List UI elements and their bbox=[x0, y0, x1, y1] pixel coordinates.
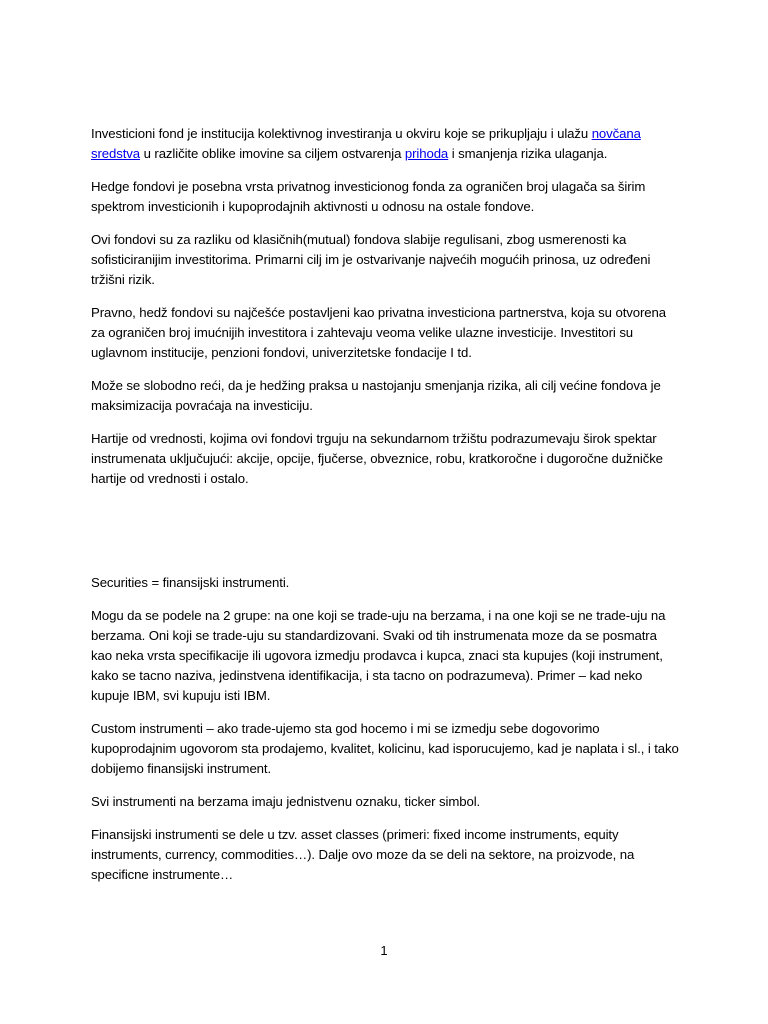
page-number: 1 bbox=[380, 943, 388, 958]
paragraph-hedge-funds-legal: Pravno, hedž fondovi su najčešće postavljeni kao privatna investiciona partnerstva, koja su otvorena za ograničen broj imućnijih investitora i zahtevaju veoma velike ulazne investicije. Investitori su uglavnom institucije, penzioni fondovi, univerzitetske fondacije I td. bbox=[91, 305, 666, 360]
paragraph-asset-classes: Finansijski instrumenti se dele u tzv. asset classes (primeri: fixed income instruments, equity instruments, currency, commodities…). Dalje ovo moze da se deli na sektore, na proizvode, na specificne instrumente… bbox=[91, 827, 635, 882]
paragraph-ticker-symbol: Svi instrumenti na berzama imaju jednistvenu oznaku, ticker simbol. bbox=[91, 794, 481, 809]
link-novcana-sredstva[interactable]: novčana sredstva bbox=[91, 126, 641, 161]
paragraph-text: i smanjenja rizika ulaganja. bbox=[448, 146, 608, 161]
paragraph-securities-traded: Hartije od vrednosti, kojima ovi fondovi trguju na sekundarnom tržištu podrazumevaju širok spektar instrumenata uključujući: akcije, opcije, fjučerse, obveznice, robu, kratkoročne i dugoročne dužničke hartije od vrednosti i ostalo. bbox=[91, 431, 663, 486]
paragraph-instrument-groups: Mogu da se podele na 2 grupe: na one koji se trade-uju na berzama, i na one koji se ne trade-uju na berzama. Oni koji se trade-uju su standardizovani. Svaki od tih instrumenata moze da se posmatra kao neka vrsta specifikacije ili ugovora izmedju prodavca i kupca, znaci sta kupujes (koji instrument, kako se tacno naziva, jedinstvena identifikacija, i sta tacno on podrazumeva). Primer – kad neko kupuje IBM, svi kupuju isti IBM. bbox=[91, 608, 666, 703]
document-body bbox=[91, 124, 681, 898]
paragraph-hedging-practice: Može se slobodno reći, da je hedžing praksa u nastojanju smenjanja rizika, ali cilj većine fondova je maksimizacija povraćaja na investiciju. bbox=[91, 378, 661, 413]
paragraph-investment-fund-definition bbox=[91, 124, 681, 164]
paragraph-custom-instruments: Custom instrumenti – ako trade-ujemo sta god hocemo i mi se izmedju sebe dogovorimo kupoprodajnim ugovorom sta prodajemo, kvalitet, kolicinu, kad isporucujemo, kad je naplata i sl., i tako dobijemo finansijski instrument. bbox=[91, 721, 679, 776]
paragraph-hedge-funds-intro: Hedge fondovi je posebna vrsta privatnog investicionog fonda za ograničen broj ulagača sa širim spektrom investicionih i kupoprodajnih aktivnosti u odnosu na ostale fondove. bbox=[91, 179, 646, 214]
paragraph-text: u različite oblike imovine sa ciljem ostvarenja bbox=[140, 146, 405, 161]
paragraph-hedge-funds-regulation: Ovi fondovi su za razliku od klasičnih(mutual) fondova slabije regulisani, zbog usmerenosti ka sofisticiranijim investitorima. Primarni cilj im je ostvarivanje najvećih mogućih prinosa, uz određeni tržišni rizik. bbox=[91, 232, 651, 287]
paragraph-text: Investicioni fond je institucija kolektivnog investiranja u okviru koje se prikupljaju i ulažu bbox=[91, 126, 592, 141]
paragraph-securities-definition: Securities = finansijski instrumenti. bbox=[91, 575, 290, 590]
link-prihoda[interactable]: prihoda bbox=[404, 146, 449, 161]
blank-space bbox=[91, 502, 681, 573]
